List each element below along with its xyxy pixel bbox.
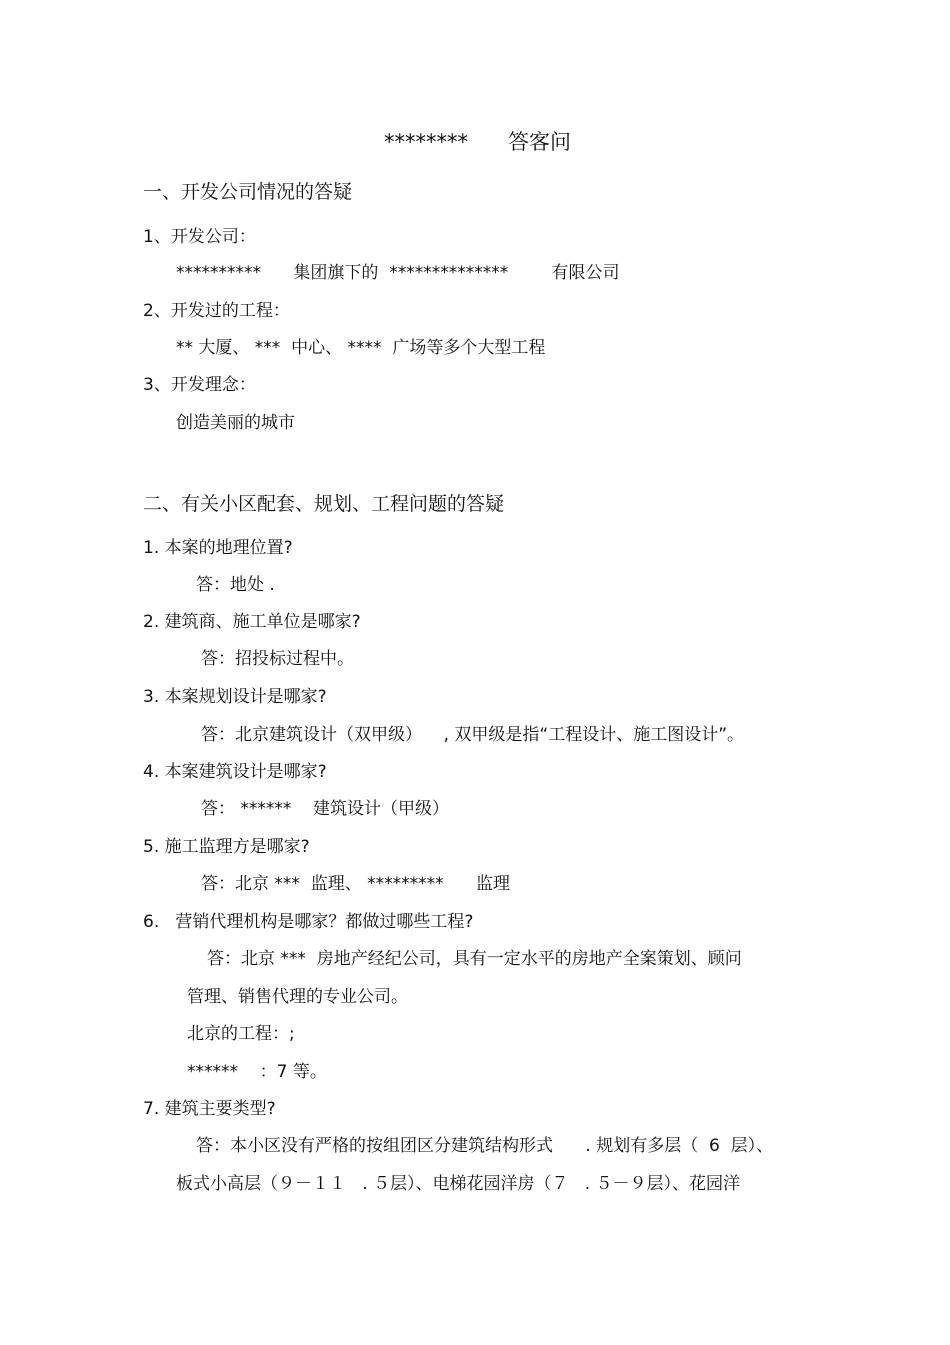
s2-question-6: 6. 营销代理机构是哪家？都做过哪些工程? [143,912,474,932]
s1-question-3: 3、开发理念： [143,375,256,395]
section-1-heading: 一、开发公司情况的答疑 [143,181,353,203]
section-2-heading: 二、有关小区配套、规划、工程问题的答疑 [143,493,505,515]
s2-answer-6-line-4: ****** ：7 等。 [187,1062,327,1082]
s2-question-5: 5. 施工监理方是哪家? [143,837,310,857]
s1-question-2: 2、开发过的工程： [143,301,290,321]
s1-answer-2: ** 大厦、 *** 中心、 **** 广场等多个大型工程 [176,338,546,358]
s2-question-2: 2. 建筑商、施工单位是哪家? [143,612,361,632]
s1-answer-3: 创造美丽的城市 [176,413,295,433]
s2-answer-4: 答： ****** 建筑设计（甲级） [201,799,450,819]
s2-question-1: 1. 本案的地理位置? [143,538,293,558]
s2-answer-3: 答：北京建筑设计（双甲级） , 双甲级是指“工程设计、施工图设计”。 [201,725,745,745]
s2-answer-7-line-1: 答：本小区没有严格的按组团区分建筑结构形式 . 规划有多层（ 6 层）、 [196,1136,774,1156]
s1-answer-1: ********** 集团旗下的 ************** 有限公司 [176,263,620,283]
s2-answer-6-line-2: 管理、销售代理的专业公司。 [187,987,408,1007]
s2-answer-6-line-3: 北京的工程：; [187,1024,295,1044]
s2-answer-2: 答：招投标过程中。 [201,649,354,669]
s2-answer-1: 答：地处 . [196,575,275,595]
s2-answer-6-line-1: 答：北京 *** 房地产经纪公司，具有一定水平的房地产全案策划、顾问 [207,949,742,969]
s1-question-1: 1、开发公司： [143,227,256,247]
s2-question-4: 4. 本案建筑设计是哪家? [143,762,327,782]
s2-question-7: 7. 建筑主要类型? [143,1099,276,1119]
document-title: ******** 答客问 [384,130,572,154]
s2-answer-7-line-2: 板式小高层（９－１１ . ５层）、电梯花园洋房（７ . ５－９层）、花园洋 [176,1174,741,1194]
s2-answer-5: 答：北京 *** 监理、 ********* 监理 [201,874,511,894]
s2-question-3: 3. 本案规划设计是哪家? [143,687,327,707]
